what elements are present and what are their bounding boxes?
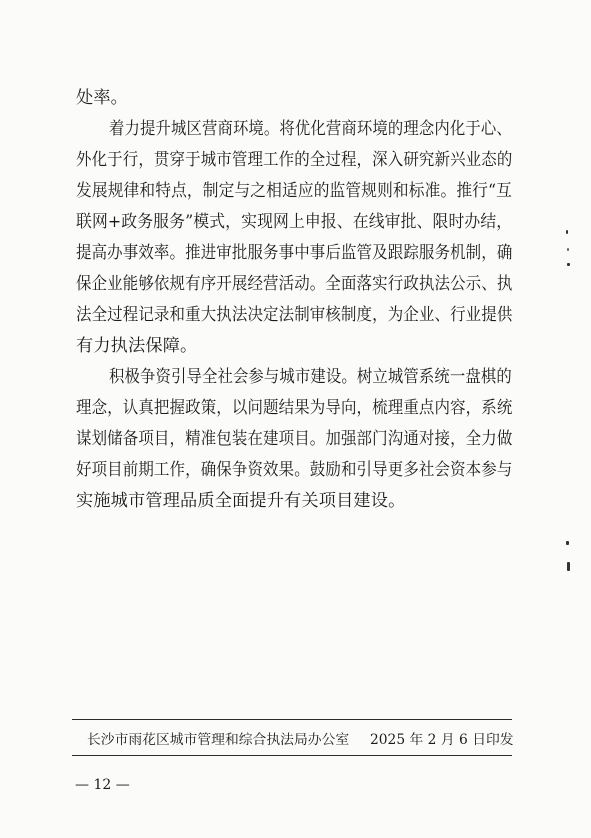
- body-text-line: 法全过程记录和重大执法决定法制审核制度，为企业、行业提供: [76, 305, 513, 325]
- body-text-line: 发展规律和特点，制定与之相适应的监管规则和标准。推行“互: [76, 181, 513, 201]
- page-number: — 12 —: [75, 777, 130, 793]
- body-text-line: 外化于行，贯穿于城市管理工作的全过程，深入研究新兴业态的: [76, 150, 513, 170]
- footer-print-date: 2025 年 2 月 6 日印发: [370, 732, 514, 748]
- body-text-line: 实施城市管理品质全面提升有关项目建设。: [76, 491, 406, 511]
- body-text-line: 好项目前期工作，确保争资效果。鼓励和引导更多社会资本参与: [76, 460, 513, 480]
- scan-mark-top-3: [567, 263, 570, 266]
- body-text-line: 有力执法保障。: [76, 336, 198, 356]
- body-text-line: 提高办事效率。推进审批服务事中事后监管及跟踪服务机制，确: [76, 243, 513, 263]
- footer-top-rule: [72, 719, 512, 720]
- body-text-line: 着力提升城区营商环境。将优化营商环境的理念内化于心、: [109, 119, 512, 139]
- scan-mark-bottom-2: [567, 562, 570, 571]
- scan-mark-top-1: [566, 230, 568, 234]
- scan-mark-top-2: [567, 248, 569, 251]
- body-text-line: 谋划储备项目，精准包装在建项目。加强部门沟通对接，全力做: [76, 429, 513, 449]
- scan-mark-bottom-1: [566, 541, 569, 545]
- body-text-line: 理念，认真把握政策，以问题结果为导向，梳理重点内容，系统: [76, 398, 513, 418]
- body-text-line: 保企业能够依规有序开展经营活动。全面落实行政执法公示、执: [76, 274, 513, 294]
- footer-issuer: 长沙市雨花区城市管理和综合执法局办公室: [87, 732, 350, 748]
- body-text-line: 处率。: [76, 88, 129, 108]
- body-text-line: 联网+政务服务”模式，实现网上申报、在线审批、限时办结，: [76, 212, 513, 232]
- footer-bottom-rule: [72, 755, 512, 756]
- body-text-line: 积极争资引导全社会参与城市建设。树立城管系统一盘棋的: [109, 367, 512, 387]
